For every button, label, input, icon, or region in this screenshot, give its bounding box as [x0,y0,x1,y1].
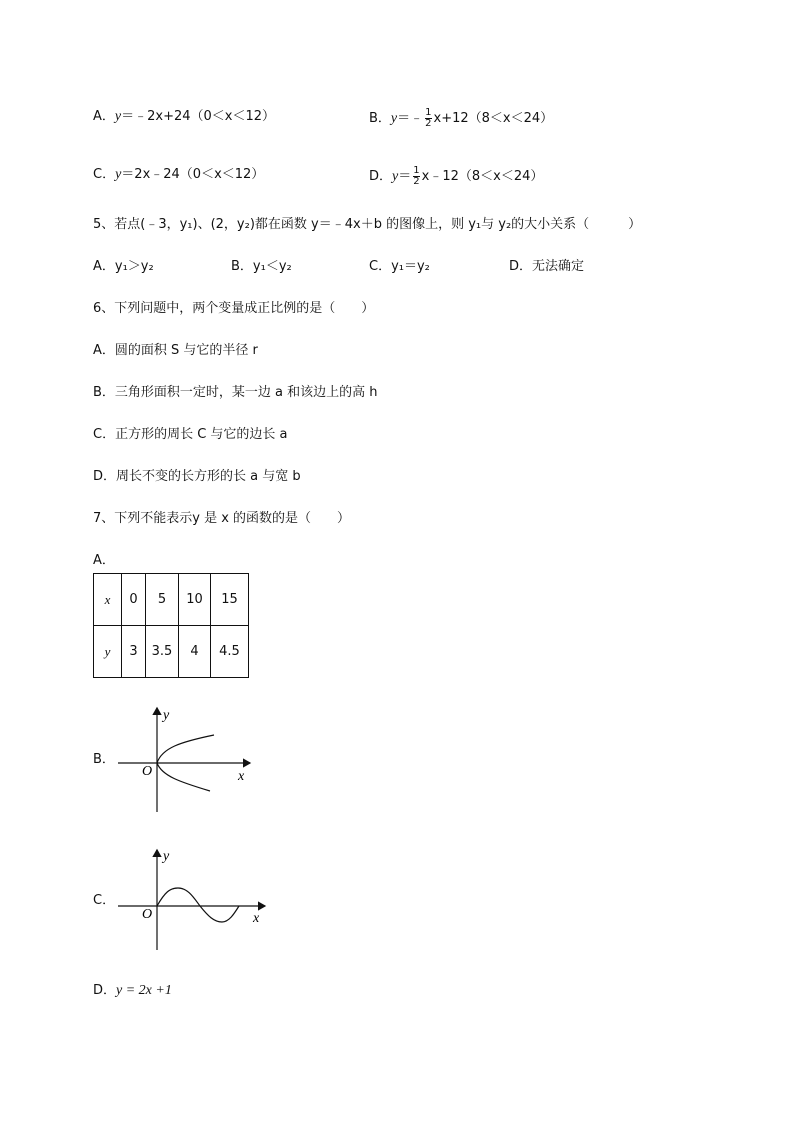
table-row-y [94,626,249,678]
equals-sign: ＝ [398,169,412,184]
fraction-one-half: $\frac{1}{2}$ [425,107,432,129]
q6-option-a: A．圆的面积 S 与它的半径 r [93,343,258,358]
option-label: A． [93,109,115,124]
q7-stem: 7、下列不能表示y 是 x 的函数的是（ ） [93,511,351,526]
table-row-x [94,574,249,626]
q5-option-a: A．y₁＞y₂ [93,259,154,274]
table-cell: 5 [146,574,179,626]
q4-option-c [93,166,264,184]
fraction-one-half: $\frac{1}{2}$ [413,165,420,187]
q4-option-b [369,108,553,129]
var-y: y [392,169,399,184]
table-cell: 4.5 [211,626,249,678]
q5-option-c: C．y₁＝y₂ [369,259,430,274]
curve-lower-branch [157,763,210,791]
wave-curve [157,888,239,922]
q6-option-b: B．三角形面积一定时，某一边 a 和该边上的高 h [93,385,378,400]
option-expression: x+12（8＜x＜24） [433,111,554,126]
table-cell: y [94,626,122,678]
q5-stem: 5、若点(﹣3，y₁)、(2，y₂)都在函数 y＝﹣4x＋b 的图像上，则 y₁与 y₂的大小关系（ ） [93,217,642,232]
option-label: D． [369,169,393,184]
option-expression: x﹣12（8＜x＜24） [421,169,544,184]
q7-option-a-label: A． [93,553,115,568]
var-y: y [390,111,398,126]
q6-option-c: C．正方形的周长 C 与它的边长 a [93,427,288,442]
q6-stem: 6、下列问题中，两个变量成正比例的是（ ） [93,301,375,316]
equals-sign: ＝﹣ [397,111,424,126]
q7-option-b-label: B． [93,752,115,767]
graph-b [110,700,270,815]
curve-upper-branch [157,735,214,763]
x-axis-label: x [253,911,260,926]
y-axis-label: y [163,708,170,723]
q4-option-a [93,108,275,126]
x-axis-label: x [238,769,245,784]
y-axis-label: y [163,849,170,864]
graph-c [110,842,275,954]
option-label: D． [93,983,117,998]
table-cell: x [94,574,122,626]
var-y: y [114,109,122,124]
q5-option-d: D．无法确定 [509,259,585,274]
value-table [93,573,249,678]
q7-option-d [93,982,172,1000]
option-label: C． [93,167,116,182]
origin-label: O [142,764,153,779]
table-cell: 4 [179,626,211,678]
option-expression: y = 2x +1 [116,983,172,998]
origin-label: O [142,907,153,922]
q6-option-d: D．周长不变的长方形的长 a 与宽 b [93,469,301,484]
table-cell: 10 [179,574,211,626]
option-expression: ＝2x﹣24（0＜x＜12） [121,167,265,182]
table-cell: 15 [211,574,249,626]
table-cell: 3 [122,626,146,678]
table-cell: 3.5 [146,626,179,678]
option-label: B． [369,111,391,126]
q7-option-c-label: C． [93,893,116,908]
q5-option-b: B．y₁＜y₂ [231,259,292,274]
var-y: y [115,167,122,182]
q4-option-d [369,166,543,187]
table-cell: 0 [122,574,146,626]
option-expression: ＝﹣2x+24（0＜x＜12） [121,109,276,124]
